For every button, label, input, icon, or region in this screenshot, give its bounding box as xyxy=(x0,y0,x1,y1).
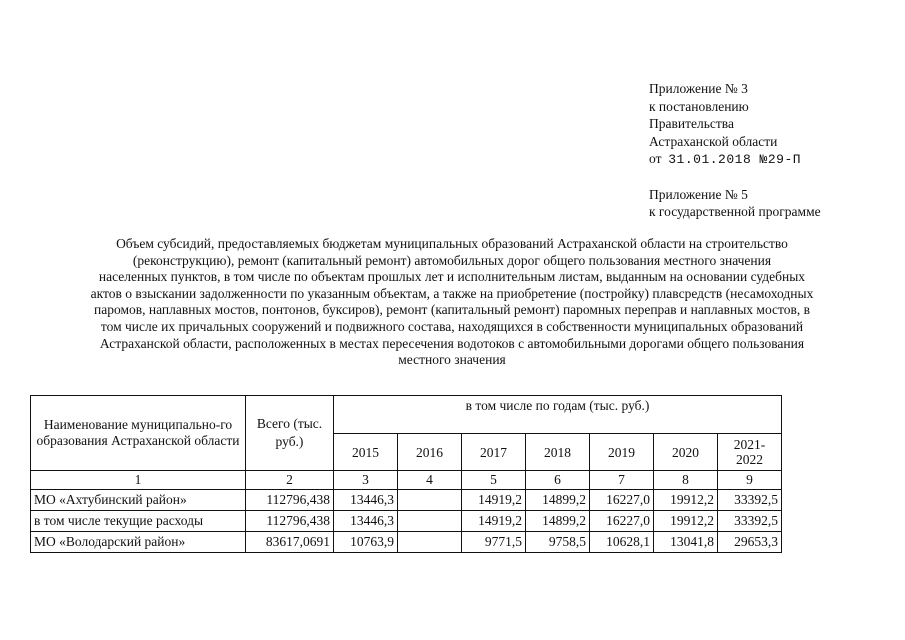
year-cell: 13446,3 xyxy=(334,490,398,511)
header-year: 2019 xyxy=(590,434,654,471)
decree-date-prefix: от xyxy=(649,151,662,166)
decree-date-line xyxy=(649,150,821,169)
year-cell: 14919,2 xyxy=(462,490,526,511)
year-cell: 13041,8 xyxy=(654,532,718,553)
total-cell: 112796,438 xyxy=(246,511,334,532)
year-cell: 19912,2 xyxy=(654,511,718,532)
total-cell: 112796,438 xyxy=(246,490,334,511)
title-line: актов о взыскании задолженности по указанным объектам, а также на приобретение (постройку) плавсредств (несамоходных xyxy=(90,285,814,301)
header-year: 2020 xyxy=(654,434,718,471)
table-row xyxy=(31,532,782,553)
appendix-line: Астраханской области xyxy=(649,133,778,149)
year-cell: 16227,0 xyxy=(590,490,654,511)
year-cell: 14899,2 xyxy=(526,490,590,511)
header-years-group: в том числе по годам (тыс. руб.) xyxy=(334,396,782,434)
title-line: местного значения xyxy=(398,352,506,368)
header-municipality: Наименование муниципально-го образования Астраханской области xyxy=(31,396,246,471)
title-line: паромов, наплавных мостов, понтонов, буксиров), ремонт (капитальный ремонт) паромных переправ и наплавных мостов, в xyxy=(93,302,811,318)
appendix-line: к государственной программе xyxy=(649,204,821,219)
year-cell: 13446,3 xyxy=(334,511,398,532)
column-number: 4 xyxy=(398,471,462,490)
year-cell: 10763,9 xyxy=(334,532,398,553)
appendix-line: к постановлению xyxy=(649,98,749,114)
municipality-name: МО «Ахтубинский район» xyxy=(31,490,246,511)
year-cell: 16227,0 xyxy=(590,511,654,532)
header-year: 2015 xyxy=(334,434,398,471)
municipality-name: МО «Володарский район» xyxy=(31,532,246,553)
subsidies-table xyxy=(30,395,782,553)
municipality-name: в том числе текущие расходы xyxy=(31,511,246,532)
year-cell: 19912,2 xyxy=(654,490,718,511)
year-cell xyxy=(398,532,462,553)
title-line: Астраханской области, расположенных в местах пересечения водотоков с автомобильными дорогами общего пользования xyxy=(99,335,805,351)
year-cell: 9771,5 xyxy=(462,532,526,553)
table-row xyxy=(31,490,782,511)
title-line: населенных пунктов, в том числе по объектам прошлых лет и исполнительным листам, выданным на основании судебных xyxy=(98,269,806,285)
header-year: 2021-2022 xyxy=(718,434,782,471)
header-year: 2017 xyxy=(462,434,526,471)
title-line: том числе их причальных сооружений и подвижного состава, находящихся в собственности муниципальных образований xyxy=(100,318,804,334)
year-cell: 10628,1 xyxy=(590,532,654,553)
appendix-line: Приложение № 3 xyxy=(649,81,748,96)
year-cell: 33392,5 xyxy=(718,490,782,511)
total-cell: 83617,0691 xyxy=(246,532,334,553)
column-number: 5 xyxy=(462,471,526,490)
year-cell xyxy=(398,511,462,532)
title-line: Объем субсидий, предоставляемых бюджетам муниципальных образований Астраханской области на строительство xyxy=(116,236,788,251)
year-cell: 33392,5 xyxy=(718,511,782,532)
year-cell: 9758,5 xyxy=(526,532,590,553)
column-number: 2 xyxy=(246,471,334,490)
appendix-line: Правительства xyxy=(649,116,734,131)
header-year: 2016 xyxy=(398,434,462,471)
column-number: 3 xyxy=(334,471,398,490)
column-number: 1 xyxy=(31,471,246,490)
decree-date-number: 31.01.2018 №29-П xyxy=(668,152,802,167)
header-total: Всего (тыс. руб.) xyxy=(246,396,334,471)
year-cell xyxy=(398,490,462,511)
title-line: (реконструкцию), ремонт (капитальный ремонт) автомобильных дорог общего пользования местного значения xyxy=(132,252,772,268)
year-cell: 14899,2 xyxy=(526,511,590,532)
header-year: 2018 xyxy=(526,434,590,471)
year-cell: 14919,2 xyxy=(462,511,526,532)
table-row xyxy=(31,511,782,532)
document-title xyxy=(42,236,862,369)
column-number: 7 xyxy=(590,471,654,490)
column-number: 8 xyxy=(654,471,718,490)
appendix-block xyxy=(649,80,821,221)
column-number: 6 xyxy=(526,471,590,490)
appendix-line: Приложение № 5 xyxy=(649,186,748,202)
column-numbers-row xyxy=(31,471,782,490)
year-cell: 29653,3 xyxy=(718,532,782,553)
column-number: 9 xyxy=(718,471,782,490)
